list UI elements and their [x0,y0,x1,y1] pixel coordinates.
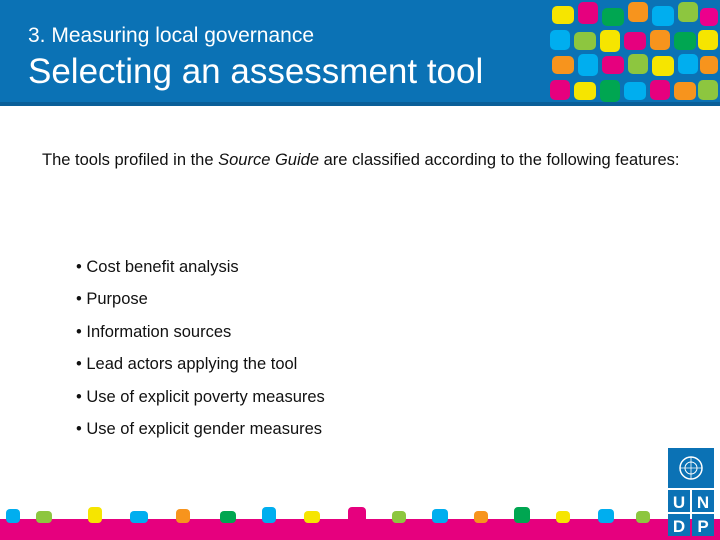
logo-letter-d: D [672,517,686,536]
colorful-hands-graphic [548,0,720,106]
intro-paragraph [42,148,682,172]
feature-list [76,256,325,450]
logo-letter-u: U [672,493,686,512]
list-item: • Use of explicit gender measures [76,419,323,438]
header-bottom-strip [0,102,720,106]
slide-header [0,0,720,106]
intro-text-end: are classified according to the following features: [319,151,680,169]
list-item: • Lead actors applying the tool [76,355,298,374]
list-item: • Information sources [76,322,232,341]
undp-logo [668,448,714,536]
list-item: • Use of explicit poverty measures [76,387,325,406]
slide-title: Selecting an assessment tool [28,52,484,91]
footer-hands-band [0,507,720,540]
list-item: • Cost benefit analysis [76,258,239,276]
intro-text-start: The tools profiled in the [42,151,219,169]
intro-emphasis: Source Guide [218,151,320,169]
logo-letter-p: P [697,517,709,536]
logo-letter-n: N [696,493,710,512]
slide-subtitle: 3. Measuring local governance [28,24,315,47]
list-item: • Purpose [76,290,148,309]
